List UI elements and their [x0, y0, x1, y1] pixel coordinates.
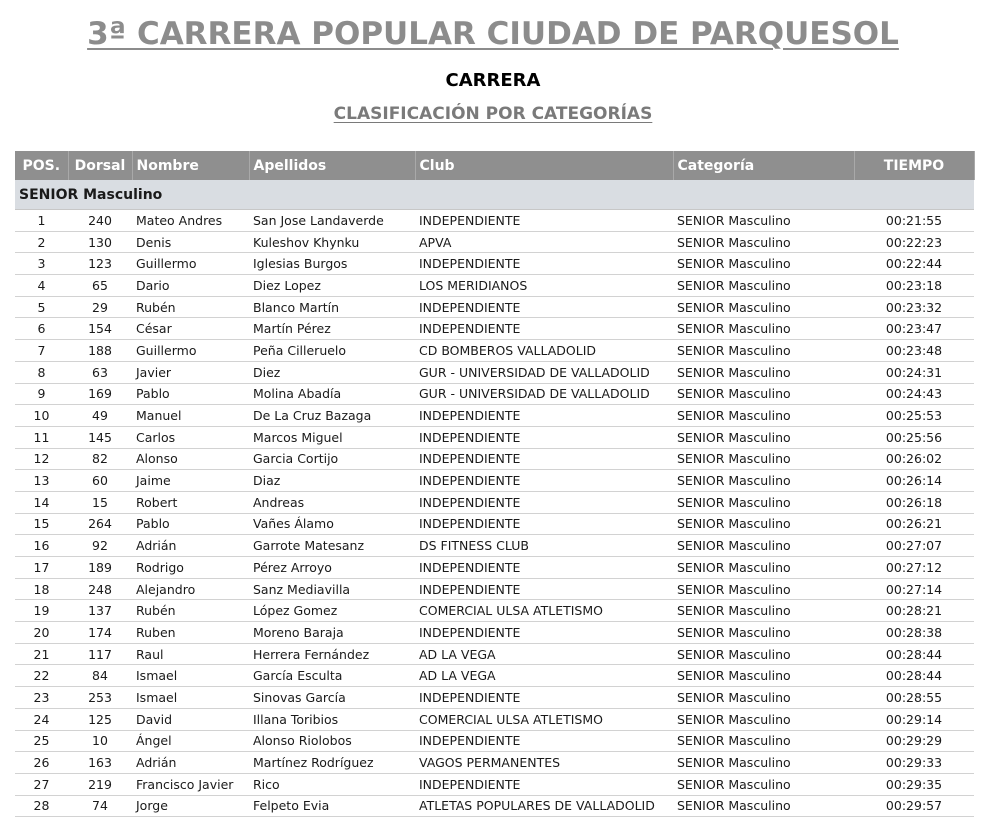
cell-nombre: Rodrigo: [132, 557, 249, 579]
cell-apellidos: Blanco Martín: [249, 296, 415, 318]
cell-dorsal: 163: [68, 752, 132, 774]
column-header-club: Club: [415, 151, 673, 180]
cell-categoria: SENIOR Masculino: [673, 340, 854, 362]
cell-dorsal: 65: [68, 275, 132, 297]
cell-club: INDEPENDIENTE: [415, 578, 673, 600]
cell-pos: 27: [15, 773, 68, 795]
cell-apellidos: Iglesias Burgos: [249, 253, 415, 275]
column-header-nombre: Nombre: [132, 151, 249, 180]
cell-pos: 23: [15, 687, 68, 709]
cell-dorsal: 84: [68, 665, 132, 687]
cell-pos: 25: [15, 730, 68, 752]
cell-club: INDEPENDIENTE: [415, 318, 673, 340]
cell-nombre: David: [132, 708, 249, 730]
cell-dorsal: 63: [68, 361, 132, 383]
cell-pos: 17: [15, 557, 68, 579]
cell-tiempo: 00:27:14: [854, 578, 974, 600]
table-row: [15, 318, 974, 340]
cell-nombre: Ruben: [132, 622, 249, 644]
cell-pos: 24: [15, 708, 68, 730]
cell-categoria: SENIOR Masculino: [673, 708, 854, 730]
table-row: [15, 491, 974, 513]
category-row: [15, 180, 974, 210]
cell-dorsal: 174: [68, 622, 132, 644]
cell-tiempo: 00:28:21: [854, 600, 974, 622]
table-row: [15, 383, 974, 405]
cell-club: DS FITNESS CLUB: [415, 535, 673, 557]
cell-apellidos: Martín Pérez: [249, 318, 415, 340]
cell-nombre: Pablo: [132, 513, 249, 535]
cell-dorsal: 253: [68, 687, 132, 709]
cell-club: INDEPENDIENTE: [415, 470, 673, 492]
cell-club: COMERCIAL ULSA ATLETISMO: [415, 600, 673, 622]
cell-categoria: SENIOR Masculino: [673, 600, 854, 622]
cell-categoria: SENIOR Masculino: [673, 687, 854, 709]
cell-nombre: Rubén: [132, 600, 249, 622]
cell-categoria: SENIOR Masculino: [673, 622, 854, 644]
cell-dorsal: 92: [68, 535, 132, 557]
table-row: [15, 622, 974, 644]
cell-tiempo: 00:28:55: [854, 687, 974, 709]
table-row: [15, 448, 974, 470]
cell-dorsal: 123: [68, 253, 132, 275]
cell-categoria: SENIOR Masculino: [673, 210, 854, 232]
cell-club: CD BOMBEROS VALLADOLID: [415, 340, 673, 362]
cell-nombre: Dario: [132, 275, 249, 297]
cell-club: COMERCIAL ULSA ATLETISMO: [415, 708, 673, 730]
cell-pos: 12: [15, 448, 68, 470]
cell-dorsal: 264: [68, 513, 132, 535]
cell-nombre: Denis: [132, 231, 249, 253]
table-row: [15, 426, 974, 448]
cell-pos: 2: [15, 231, 68, 253]
page-title: 3ª CARRERA POPULAR CIUDAD DE PARQUESOL: [87, 16, 899, 52]
cell-tiempo: 00:24:43: [854, 383, 974, 405]
cell-dorsal: 10: [68, 730, 132, 752]
table-row: [15, 296, 974, 318]
cell-categoria: SENIOR Masculino: [673, 795, 854, 817]
cell-apellidos: Vañes Álamo: [249, 513, 415, 535]
cell-nombre: Francisco Javier: [132, 773, 249, 795]
cell-nombre: Adrián: [132, 752, 249, 774]
cell-categoria: SENIOR Masculino: [673, 405, 854, 427]
cell-pos: 3: [15, 253, 68, 275]
cell-apellidos: Martínez Rodríguez: [249, 752, 415, 774]
cell-pos: 4: [15, 275, 68, 297]
cell-apellidos: Sinovas García: [249, 687, 415, 709]
table-row: [15, 687, 974, 709]
cell-apellidos: Diaz: [249, 470, 415, 492]
cell-dorsal: 189: [68, 557, 132, 579]
cell-dorsal: 154: [68, 318, 132, 340]
cell-pos: 1: [15, 210, 68, 232]
cell-tiempo: 00:29:29: [854, 730, 974, 752]
cell-apellidos: Peña Cilleruelo: [249, 340, 415, 362]
cell-categoria: SENIOR Masculino: [673, 426, 854, 448]
cell-categoria: SENIOR Masculino: [673, 275, 854, 297]
cell-apellidos: Garcia Cortijo: [249, 448, 415, 470]
cell-apellidos: San Jose Landaverde: [249, 210, 415, 232]
cell-categoria: SENIOR Masculino: [673, 470, 854, 492]
cell-apellidos: Molina Abadía: [249, 383, 415, 405]
cell-dorsal: 240: [68, 210, 132, 232]
cell-categoria: SENIOR Masculino: [673, 513, 854, 535]
cell-tiempo: 00:27:07: [854, 535, 974, 557]
column-header-pos: POS.: [15, 151, 68, 180]
cell-apellidos: Diez: [249, 361, 415, 383]
table-row: [15, 253, 974, 275]
cell-categoria: SENIOR Masculino: [673, 643, 854, 665]
cell-pos: 11: [15, 426, 68, 448]
cell-apellidos: Alonso Riolobos: [249, 730, 415, 752]
results-table: [15, 151, 975, 817]
cell-tiempo: 00:28:44: [854, 665, 974, 687]
cell-club: INDEPENDIENTE: [415, 687, 673, 709]
cell-dorsal: 169: [68, 383, 132, 405]
cell-tiempo: 00:29:35: [854, 773, 974, 795]
cell-tiempo: 00:28:44: [854, 643, 974, 665]
cell-tiempo: 00:25:53: [854, 405, 974, 427]
cell-tiempo: 00:23:32: [854, 296, 974, 318]
cell-categoria: SENIOR Masculino: [673, 730, 854, 752]
cell-tiempo: 00:29:57: [854, 795, 974, 817]
table-row: [15, 231, 974, 253]
table-row: [15, 708, 974, 730]
cell-dorsal: 82: [68, 448, 132, 470]
cell-categoria: SENIOR Masculino: [673, 231, 854, 253]
cell-club: INDEPENDIENTE: [415, 448, 673, 470]
cell-tiempo: 00:23:18: [854, 275, 974, 297]
cell-dorsal: 219: [68, 773, 132, 795]
cell-categoria: SENIOR Masculino: [673, 557, 854, 579]
cell-apellidos: Pérez Arroyo: [249, 557, 415, 579]
cell-nombre: Guillermo: [132, 340, 249, 362]
cell-pos: 22: [15, 665, 68, 687]
cell-tiempo: 00:26:18: [854, 491, 974, 513]
table-row: [15, 275, 974, 297]
cell-categoria: SENIOR Masculino: [673, 491, 854, 513]
cell-club: INDEPENDIENTE: [415, 557, 673, 579]
table-row: [15, 752, 974, 774]
cell-dorsal: 60: [68, 470, 132, 492]
cell-pos: 20: [15, 622, 68, 644]
cell-tiempo: 00:29:33: [854, 752, 974, 774]
cell-dorsal: 137: [68, 600, 132, 622]
cell-pos: 16: [15, 535, 68, 557]
cell-club: INDEPENDIENTE: [415, 491, 673, 513]
cell-tiempo: 00:22:44: [854, 253, 974, 275]
cell-apellidos: López Gomez: [249, 600, 415, 622]
cell-nombre: Javier: [132, 361, 249, 383]
cell-dorsal: 248: [68, 578, 132, 600]
cell-nombre: Robert: [132, 491, 249, 513]
cell-club: INDEPENDIENTE: [415, 730, 673, 752]
table-row: [15, 535, 974, 557]
cell-apellidos: Sanz Mediavilla: [249, 578, 415, 600]
cell-pos: 14: [15, 491, 68, 513]
cell-apellidos: Diez Lopez: [249, 275, 415, 297]
cell-pos: 6: [15, 318, 68, 340]
cell-categoria: SENIOR Masculino: [673, 665, 854, 687]
cell-apellidos: Rico: [249, 773, 415, 795]
cell-categoria: SENIOR Masculino: [673, 253, 854, 275]
cell-club: INDEPENDIENTE: [415, 426, 673, 448]
cell-pos: 28: [15, 795, 68, 817]
cell-categoria: SENIOR Masculino: [673, 535, 854, 557]
cell-pos: 26: [15, 752, 68, 774]
cell-dorsal: 125: [68, 708, 132, 730]
cell-categoria: SENIOR Masculino: [673, 578, 854, 600]
cell-nombre: Jaime: [132, 470, 249, 492]
table-row: [15, 730, 974, 752]
cell-club: LOS MERIDIANOS: [415, 275, 673, 297]
table-row: [15, 557, 974, 579]
table-row: [15, 773, 974, 795]
cell-tiempo: 00:26:14: [854, 470, 974, 492]
cell-tiempo: 00:28:38: [854, 622, 974, 644]
column-header-apellidos: Apellidos: [249, 151, 415, 180]
cell-dorsal: 117: [68, 643, 132, 665]
cell-nombre: Manuel: [132, 405, 249, 427]
cell-dorsal: 130: [68, 231, 132, 253]
cell-nombre: Ángel: [132, 730, 249, 752]
cell-tiempo: 00:23:47: [854, 318, 974, 340]
cell-tiempo: 00:29:14: [854, 708, 974, 730]
table-row: [15, 643, 974, 665]
cell-pos: 5: [15, 296, 68, 318]
cell-categoria: SENIOR Masculino: [673, 318, 854, 340]
table-header-row: [15, 151, 974, 180]
cell-club: INDEPENDIENTE: [415, 773, 673, 795]
cell-apellidos: De La Cruz Bazaga: [249, 405, 415, 427]
cell-categoria: SENIOR Masculino: [673, 773, 854, 795]
cell-apellidos: García Esculta: [249, 665, 415, 687]
table-row: [15, 405, 974, 427]
cell-apellidos: Kuleshov Khynku: [249, 231, 415, 253]
table-row: [15, 361, 974, 383]
cell-tiempo: 00:23:48: [854, 340, 974, 362]
cell-club: INDEPENDIENTE: [415, 253, 673, 275]
cell-nombre: Mateo Andres: [132, 210, 249, 232]
cell-pos: 13: [15, 470, 68, 492]
cell-apellidos: Moreno Baraja: [249, 622, 415, 644]
cell-tiempo: 00:26:02: [854, 448, 974, 470]
cell-apellidos: Andreas: [249, 491, 415, 513]
cell-nombre: Pablo: [132, 383, 249, 405]
cell-tiempo: 00:25:56: [854, 426, 974, 448]
cell-nombre: Ismael: [132, 687, 249, 709]
cell-club: INDEPENDIENTE: [415, 622, 673, 644]
cell-nombre: Adrián: [132, 535, 249, 557]
cell-club: INDEPENDIENTE: [415, 405, 673, 427]
column-header-tiempo: TIEMPO: [854, 151, 974, 180]
cell-apellidos: Illana Toribios: [249, 708, 415, 730]
column-header-categoria: Categoría: [673, 151, 854, 180]
cell-categoria: SENIOR Masculino: [673, 448, 854, 470]
cell-dorsal: 29: [68, 296, 132, 318]
cell-nombre: Jorge: [132, 795, 249, 817]
cell-tiempo: 00:21:55: [854, 210, 974, 232]
cell-club: APVA: [415, 231, 673, 253]
cell-nombre: Ismael: [132, 665, 249, 687]
table-row: [15, 665, 974, 687]
section-title: CLASIFICACIÓN POR CATEGORÍAS: [333, 104, 653, 124]
cell-pos: 8: [15, 361, 68, 383]
cell-club: INDEPENDIENTE: [415, 296, 673, 318]
cell-apellidos: Herrera Fernández: [249, 643, 415, 665]
cell-pos: 7: [15, 340, 68, 362]
cell-dorsal: 188: [68, 340, 132, 362]
cell-categoria: SENIOR Masculino: [673, 296, 854, 318]
cell-dorsal: 145: [68, 426, 132, 448]
cell-dorsal: 74: [68, 795, 132, 817]
cell-nombre: Raul: [132, 643, 249, 665]
cell-tiempo: 00:24:31: [854, 361, 974, 383]
cell-apellidos: Garrote Matesanz: [249, 535, 415, 557]
cell-categoria: SENIOR Masculino: [673, 383, 854, 405]
table-row: [15, 513, 974, 535]
cell-club: INDEPENDIENTE: [415, 210, 673, 232]
cell-club: ATLETAS POPULARES DE VALLADOLID: [415, 795, 673, 817]
cell-apellidos: Felpeto Evia: [249, 795, 415, 817]
cell-pos: 15: [15, 513, 68, 535]
table-row: [15, 600, 974, 622]
cell-club: GUR - UNIVERSIDAD DE VALLADOLID: [415, 361, 673, 383]
table-row: [15, 340, 974, 362]
cell-pos: 21: [15, 643, 68, 665]
cell-pos: 9: [15, 383, 68, 405]
cell-tiempo: 00:27:12: [854, 557, 974, 579]
table-row: [15, 578, 974, 600]
category-label: SENIOR Masculino: [15, 180, 974, 210]
cell-apellidos: Marcos Miguel: [249, 426, 415, 448]
cell-nombre: Alejandro: [132, 578, 249, 600]
race-subtitle: CARRERA: [445, 70, 541, 91]
cell-nombre: Guillermo: [132, 253, 249, 275]
cell-tiempo: 00:26:21: [854, 513, 974, 535]
cell-categoria: SENIOR Masculino: [673, 361, 854, 383]
cell-pos: 10: [15, 405, 68, 427]
table-row: [15, 470, 974, 492]
cell-club: AD LA VEGA: [415, 643, 673, 665]
cell-dorsal: 49: [68, 405, 132, 427]
cell-categoria: SENIOR Masculino: [673, 752, 854, 774]
cell-nombre: Alonso: [132, 448, 249, 470]
cell-club: AD LA VEGA: [415, 665, 673, 687]
cell-club: GUR - UNIVERSIDAD DE VALLADOLID: [415, 383, 673, 405]
cell-tiempo: 00:22:23: [854, 231, 974, 253]
cell-club: INDEPENDIENTE: [415, 513, 673, 535]
cell-nombre: Carlos: [132, 426, 249, 448]
cell-pos: 19: [15, 600, 68, 622]
cell-pos: 18: [15, 578, 68, 600]
cell-dorsal: 15: [68, 491, 132, 513]
cell-club: VAGOS PERMANENTES: [415, 752, 673, 774]
cell-nombre: César: [132, 318, 249, 340]
column-header-dorsal: Dorsal: [68, 151, 132, 180]
cell-nombre: Rubén: [132, 296, 249, 318]
table-row: [15, 795, 974, 817]
table-row: [15, 210, 974, 232]
